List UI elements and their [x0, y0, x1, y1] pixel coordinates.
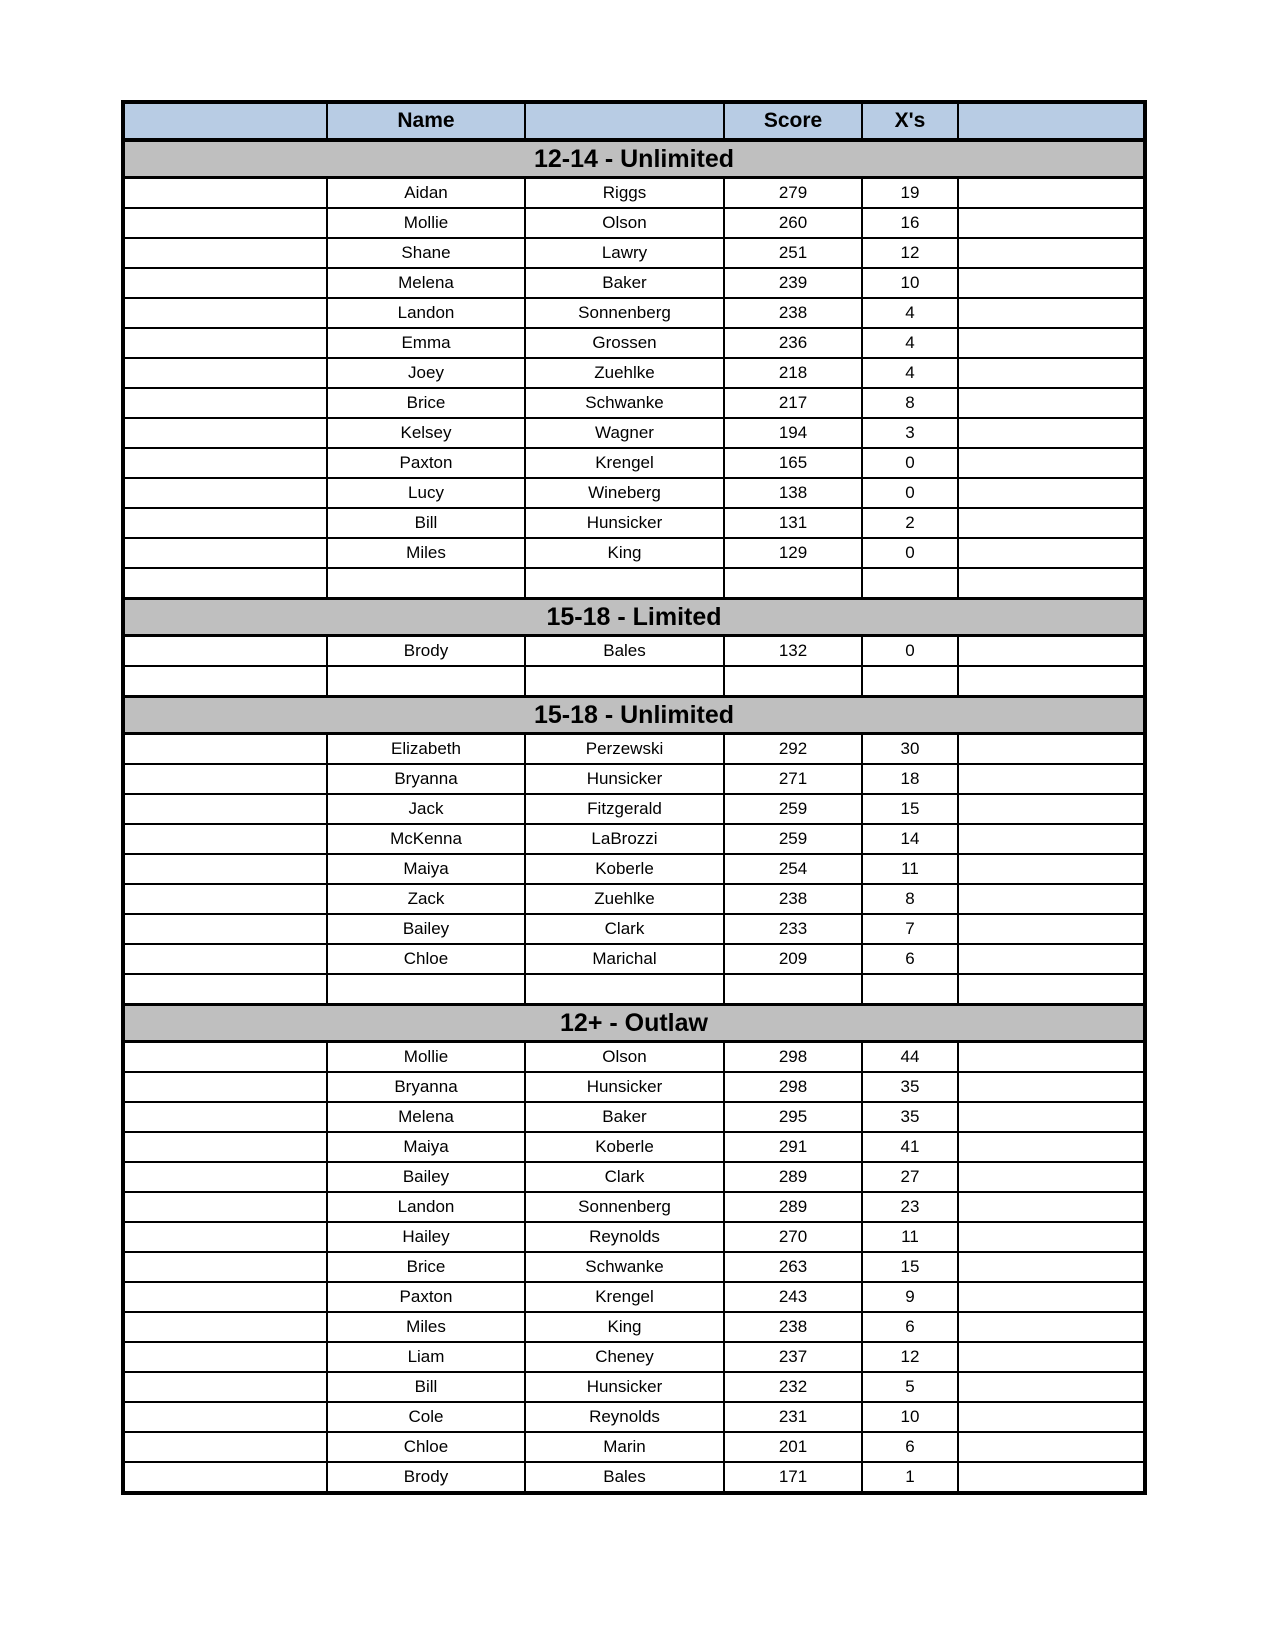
cell-blank-left	[123, 298, 327, 328]
cell-blank-right	[958, 884, 1145, 914]
cell-blank-right	[958, 824, 1145, 854]
cell-blank-right	[958, 448, 1145, 478]
cell-score: 165	[724, 448, 862, 478]
cell-first-name: Bailey	[327, 1162, 525, 1192]
cell-xs: 1	[862, 1462, 958, 1493]
table-row	[123, 418, 1145, 448]
header-score: Score	[724, 102, 862, 140]
cell-blank-left	[123, 636, 327, 667]
cell-blank-right	[958, 1342, 1145, 1372]
cell-score: 298	[724, 1072, 862, 1102]
cell-last-name: Krengel	[525, 1282, 724, 1312]
cell-first-name: Brody	[327, 636, 525, 667]
cell-score: 295	[724, 1102, 862, 1132]
cell-xs	[862, 974, 958, 1005]
table-row	[123, 1372, 1145, 1402]
cell-last-name	[525, 974, 724, 1005]
table-row	[123, 1072, 1145, 1102]
cell-blank-left	[123, 1132, 327, 1162]
cell-blank-left	[123, 178, 327, 209]
section-header-row	[123, 140, 1145, 178]
table-row	[123, 388, 1145, 418]
cell-score: 237	[724, 1342, 862, 1372]
cell-xs: 5	[862, 1372, 958, 1402]
cell-first-name	[327, 568, 525, 599]
cell-first-name: Bryanna	[327, 1072, 525, 1102]
cell-xs: 11	[862, 854, 958, 884]
cell-score: 231	[724, 1402, 862, 1432]
score-table	[121, 100, 1147, 1495]
cell-blank-left	[123, 794, 327, 824]
cell-score: 236	[724, 328, 862, 358]
cell-last-name: Olson	[525, 208, 724, 238]
cell-score: 260	[724, 208, 862, 238]
cell-first-name: Zack	[327, 884, 525, 914]
cell-score: 279	[724, 178, 862, 209]
cell-score: 259	[724, 794, 862, 824]
cell-score: 271	[724, 764, 862, 794]
table-row	[123, 944, 1145, 974]
table-row	[123, 568, 1145, 599]
cell-blank-left	[123, 854, 327, 884]
cell-xs: 23	[862, 1192, 958, 1222]
cell-last-name: Zuehlke	[525, 884, 724, 914]
cell-xs	[862, 568, 958, 599]
table-row	[123, 666, 1145, 697]
header-blank-right	[958, 102, 1145, 140]
cell-last-name: Bales	[525, 1462, 724, 1493]
cell-last-name	[525, 568, 724, 599]
cell-last-name: Bales	[525, 636, 724, 667]
section-header-row	[123, 599, 1145, 636]
cell-xs: 4	[862, 358, 958, 388]
cell-blank-right	[958, 1462, 1145, 1493]
cell-score: 131	[724, 508, 862, 538]
cell-first-name: Bill	[327, 1372, 525, 1402]
cell-blank-right	[958, 1282, 1145, 1312]
table-body	[123, 140, 1145, 1493]
table-row	[123, 448, 1145, 478]
cell-score: 209	[724, 944, 862, 974]
cell-blank-left	[123, 1222, 327, 1252]
cell-xs: 2	[862, 508, 958, 538]
cell-last-name: Baker	[525, 268, 724, 298]
cell-xs: 0	[862, 636, 958, 667]
cell-blank-left	[123, 1282, 327, 1312]
cell-first-name: Joey	[327, 358, 525, 388]
cell-last-name: Fitzgerald	[525, 794, 724, 824]
cell-xs: 10	[862, 1402, 958, 1432]
cell-last-name: Clark	[525, 914, 724, 944]
cell-xs: 8	[862, 388, 958, 418]
cell-first-name: Hailey	[327, 1222, 525, 1252]
cell-xs: 0	[862, 448, 958, 478]
cell-blank-right	[958, 268, 1145, 298]
cell-first-name: Aidan	[327, 178, 525, 209]
cell-score: 263	[724, 1252, 862, 1282]
cell-xs: 0	[862, 538, 958, 568]
cell-last-name: Reynolds	[525, 1402, 724, 1432]
cell-blank-left	[123, 1402, 327, 1432]
cell-blank-left	[123, 1162, 327, 1192]
table-row	[123, 538, 1145, 568]
cell-blank-right	[958, 478, 1145, 508]
table-row	[123, 1042, 1145, 1073]
cell-blank-right	[958, 1102, 1145, 1132]
section-header-row	[123, 1005, 1145, 1042]
cell-score: 289	[724, 1162, 862, 1192]
cell-score: 138	[724, 478, 862, 508]
cell-blank-right	[958, 854, 1145, 884]
cell-score	[724, 666, 862, 697]
table-row	[123, 854, 1145, 884]
cell-blank-left	[123, 944, 327, 974]
cell-score: 251	[724, 238, 862, 268]
cell-score: 291	[724, 1132, 862, 1162]
cell-last-name: Wineberg	[525, 478, 724, 508]
cell-first-name: Brice	[327, 1252, 525, 1282]
header-xs: X's	[862, 102, 958, 140]
cell-blank-left	[123, 914, 327, 944]
section-title: 12-14 - Unlimited	[123, 140, 1145, 178]
cell-last-name: Clark	[525, 1162, 724, 1192]
cell-xs: 6	[862, 944, 958, 974]
table-row	[123, 1282, 1145, 1312]
cell-first-name: Elizabeth	[327, 734, 525, 765]
cell-last-name: Krengel	[525, 448, 724, 478]
table-row	[123, 328, 1145, 358]
cell-blank-left	[123, 448, 327, 478]
cell-last-name: LaBrozzi	[525, 824, 724, 854]
cell-blank-right	[958, 1252, 1145, 1282]
table-row	[123, 508, 1145, 538]
cell-score: 129	[724, 538, 862, 568]
cell-xs: 15	[862, 794, 958, 824]
cell-score	[724, 568, 862, 599]
cell-xs: 0	[862, 478, 958, 508]
cell-xs: 30	[862, 734, 958, 765]
cell-first-name: Kelsey	[327, 418, 525, 448]
cell-last-name: Zuehlke	[525, 358, 724, 388]
cell-score: 238	[724, 884, 862, 914]
cell-score: 132	[724, 636, 862, 667]
cell-last-name: Hunsicker	[525, 764, 724, 794]
cell-blank-left	[123, 1042, 327, 1073]
header-lastname-blank	[525, 102, 724, 140]
cell-blank-right	[958, 568, 1145, 599]
cell-blank-right	[958, 1072, 1145, 1102]
section-title: 12+ - Outlaw	[123, 1005, 1145, 1042]
cell-blank-right	[958, 508, 1145, 538]
cell-score: 201	[724, 1432, 862, 1462]
cell-blank-left	[123, 268, 327, 298]
cell-first-name	[327, 974, 525, 1005]
table-row	[123, 974, 1145, 1005]
cell-xs: 7	[862, 914, 958, 944]
cell-last-name: Hunsicker	[525, 1072, 724, 1102]
cell-xs: 6	[862, 1312, 958, 1342]
cell-blank-left	[123, 666, 327, 697]
table-row	[123, 1192, 1145, 1222]
cell-score: 218	[724, 358, 862, 388]
cell-blank-left	[123, 238, 327, 268]
cell-blank-right	[958, 418, 1145, 448]
cell-blank-right	[958, 794, 1145, 824]
cell-xs: 35	[862, 1102, 958, 1132]
cell-blank-right	[958, 238, 1145, 268]
cell-score: 254	[724, 854, 862, 884]
cell-blank-left	[123, 1252, 327, 1282]
cell-xs: 18	[862, 764, 958, 794]
cell-first-name: Emma	[327, 328, 525, 358]
cell-xs: 27	[862, 1162, 958, 1192]
cell-last-name: Wagner	[525, 418, 724, 448]
cell-score: 259	[724, 824, 862, 854]
cell-score: 289	[724, 1192, 862, 1222]
cell-first-name: Landon	[327, 1192, 525, 1222]
cell-first-name: Brody	[327, 1462, 525, 1493]
cell-blank-left	[123, 764, 327, 794]
cell-first-name: Bailey	[327, 914, 525, 944]
cell-last-name: Marichal	[525, 944, 724, 974]
cell-blank-right	[958, 538, 1145, 568]
cell-last-name: Hunsicker	[525, 508, 724, 538]
cell-last-name: Sonnenberg	[525, 1192, 724, 1222]
table-row	[123, 824, 1145, 854]
cell-last-name: Baker	[525, 1102, 724, 1132]
table-row	[123, 1312, 1145, 1342]
table-row	[123, 764, 1145, 794]
table-row	[123, 1342, 1145, 1372]
cell-blank-right	[958, 974, 1145, 1005]
cell-score: 194	[724, 418, 862, 448]
cell-last-name: Sonnenberg	[525, 298, 724, 328]
cell-last-name: Grossen	[525, 328, 724, 358]
cell-blank-right	[958, 914, 1145, 944]
table-row	[123, 636, 1145, 667]
cell-blank-left	[123, 884, 327, 914]
cell-last-name: Reynolds	[525, 1222, 724, 1252]
cell-first-name: Brice	[327, 388, 525, 418]
cell-xs: 4	[862, 298, 958, 328]
cell-first-name: Maiya	[327, 854, 525, 884]
cell-first-name: Cole	[327, 1402, 525, 1432]
cell-last-name: King	[525, 538, 724, 568]
cell-first-name: Lucy	[327, 478, 525, 508]
cell-blank-left	[123, 734, 327, 765]
cell-blank-right	[958, 666, 1145, 697]
cell-score: 298	[724, 1042, 862, 1073]
cell-last-name: Perzewski	[525, 734, 724, 765]
cell-blank-left	[123, 508, 327, 538]
table-row	[123, 478, 1145, 508]
cell-first-name: Liam	[327, 1342, 525, 1372]
table-row	[123, 1132, 1145, 1162]
cell-blank-right	[958, 1132, 1145, 1162]
cell-blank-left	[123, 388, 327, 418]
cell-first-name: Shane	[327, 238, 525, 268]
cell-xs: 16	[862, 208, 958, 238]
cell-blank-left	[123, 328, 327, 358]
table-row	[123, 208, 1145, 238]
cell-first-name: Bill	[327, 508, 525, 538]
cell-blank-right	[958, 1372, 1145, 1402]
cell-first-name	[327, 666, 525, 697]
table-row	[123, 884, 1145, 914]
cell-blank-right	[958, 358, 1145, 388]
cell-blank-left	[123, 1072, 327, 1102]
cell-first-name: Melena	[327, 268, 525, 298]
cell-last-name: Schwanke	[525, 1252, 724, 1282]
cell-score: 238	[724, 1312, 862, 1342]
cell-last-name: King	[525, 1312, 724, 1342]
cell-first-name: Maiya	[327, 1132, 525, 1162]
cell-xs: 19	[862, 178, 958, 209]
cell-score: 239	[724, 268, 862, 298]
cell-blank-right	[958, 1402, 1145, 1432]
cell-score: 243	[724, 1282, 862, 1312]
cell-blank-left	[123, 1342, 327, 1372]
cell-last-name: Schwanke	[525, 388, 724, 418]
table-row	[123, 1222, 1145, 1252]
cell-blank-left	[123, 358, 327, 388]
section-title: 15-18 - Unlimited	[123, 697, 1145, 734]
cell-last-name: Cheney	[525, 1342, 724, 1372]
cell-blank-right	[958, 1042, 1145, 1073]
cell-xs: 14	[862, 824, 958, 854]
cell-blank-right	[958, 636, 1145, 667]
cell-first-name: Chloe	[327, 944, 525, 974]
table-row	[123, 1432, 1145, 1462]
cell-blank-left	[123, 1432, 327, 1462]
cell-blank-right	[958, 764, 1145, 794]
cell-xs: 9	[862, 1282, 958, 1312]
cell-xs: 41	[862, 1132, 958, 1162]
table-row	[123, 1102, 1145, 1132]
table-row	[123, 238, 1145, 268]
cell-xs: 15	[862, 1252, 958, 1282]
cell-last-name	[525, 666, 724, 697]
table-row	[123, 178, 1145, 209]
cell-blank-right	[958, 1192, 1145, 1222]
cell-score: 270	[724, 1222, 862, 1252]
cell-blank-right	[958, 1432, 1145, 1462]
cell-blank-left	[123, 1462, 327, 1493]
cell-blank-left	[123, 538, 327, 568]
cell-score	[724, 974, 862, 1005]
cell-score: 238	[724, 298, 862, 328]
header-blank-left	[123, 102, 327, 140]
table-row	[123, 358, 1145, 388]
cell-xs: 44	[862, 1042, 958, 1073]
table-row	[123, 1402, 1145, 1432]
cell-last-name: Olson	[525, 1042, 724, 1073]
table-row	[123, 734, 1145, 765]
cell-blank-left	[123, 1102, 327, 1132]
cell-score: 233	[724, 914, 862, 944]
cell-xs: 6	[862, 1432, 958, 1462]
cell-blank-right	[958, 328, 1145, 358]
cell-xs: 11	[862, 1222, 958, 1252]
cell-xs: 35	[862, 1072, 958, 1102]
cell-blank-left	[123, 824, 327, 854]
cell-blank-left	[123, 1312, 327, 1342]
cell-last-name: Hunsicker	[525, 1372, 724, 1402]
cell-blank-right	[958, 1222, 1145, 1252]
cell-first-name: Bryanna	[327, 764, 525, 794]
table-row	[123, 1162, 1145, 1192]
cell-blank-right	[958, 208, 1145, 238]
cell-xs: 8	[862, 884, 958, 914]
cell-blank-left	[123, 478, 327, 508]
cell-blank-right	[958, 734, 1145, 765]
table-row	[123, 268, 1145, 298]
cell-first-name: Chloe	[327, 1432, 525, 1462]
cell-first-name: Miles	[327, 538, 525, 568]
cell-first-name: Mollie	[327, 1042, 525, 1073]
cell-blank-right	[958, 388, 1145, 418]
cell-blank-right	[958, 1312, 1145, 1342]
cell-first-name: McKenna	[327, 824, 525, 854]
cell-score: 232	[724, 1372, 862, 1402]
cell-blank-right	[958, 1162, 1145, 1192]
cell-blank-left	[123, 418, 327, 448]
cell-score: 217	[724, 388, 862, 418]
cell-last-name: Marin	[525, 1432, 724, 1462]
cell-first-name: Jack	[327, 794, 525, 824]
table-row	[123, 1252, 1145, 1282]
cell-blank-left	[123, 208, 327, 238]
table-row	[123, 1462, 1145, 1493]
table-row	[123, 298, 1145, 328]
section-title: 15-18 - Limited	[123, 599, 1145, 636]
cell-blank-left	[123, 1372, 327, 1402]
cell-first-name: Paxton	[327, 1282, 525, 1312]
cell-score: 292	[724, 734, 862, 765]
section-header-row	[123, 697, 1145, 734]
cell-first-name: Paxton	[327, 448, 525, 478]
cell-last-name: Riggs	[525, 178, 724, 209]
cell-blank-right	[958, 298, 1145, 328]
cell-blank-right	[958, 178, 1145, 209]
column-header-row	[123, 102, 1145, 140]
cell-last-name: Koberle	[525, 854, 724, 884]
table-row	[123, 914, 1145, 944]
cell-xs: 12	[862, 1342, 958, 1372]
cell-blank-right	[958, 944, 1145, 974]
cell-blank-left	[123, 568, 327, 599]
cell-score: 171	[724, 1462, 862, 1493]
cell-xs: 4	[862, 328, 958, 358]
cell-first-name: Landon	[327, 298, 525, 328]
cell-first-name: Mollie	[327, 208, 525, 238]
cell-last-name: Koberle	[525, 1132, 724, 1162]
cell-blank-left	[123, 974, 327, 1005]
cell-blank-left	[123, 1192, 327, 1222]
cell-first-name: Melena	[327, 1102, 525, 1132]
table-row	[123, 794, 1145, 824]
cell-xs: 3	[862, 418, 958, 448]
cell-xs: 12	[862, 238, 958, 268]
cell-last-name: Lawry	[525, 238, 724, 268]
cell-first-name: Miles	[327, 1312, 525, 1342]
cell-xs: 10	[862, 268, 958, 298]
header-name: Name	[327, 102, 525, 140]
cell-xs	[862, 666, 958, 697]
